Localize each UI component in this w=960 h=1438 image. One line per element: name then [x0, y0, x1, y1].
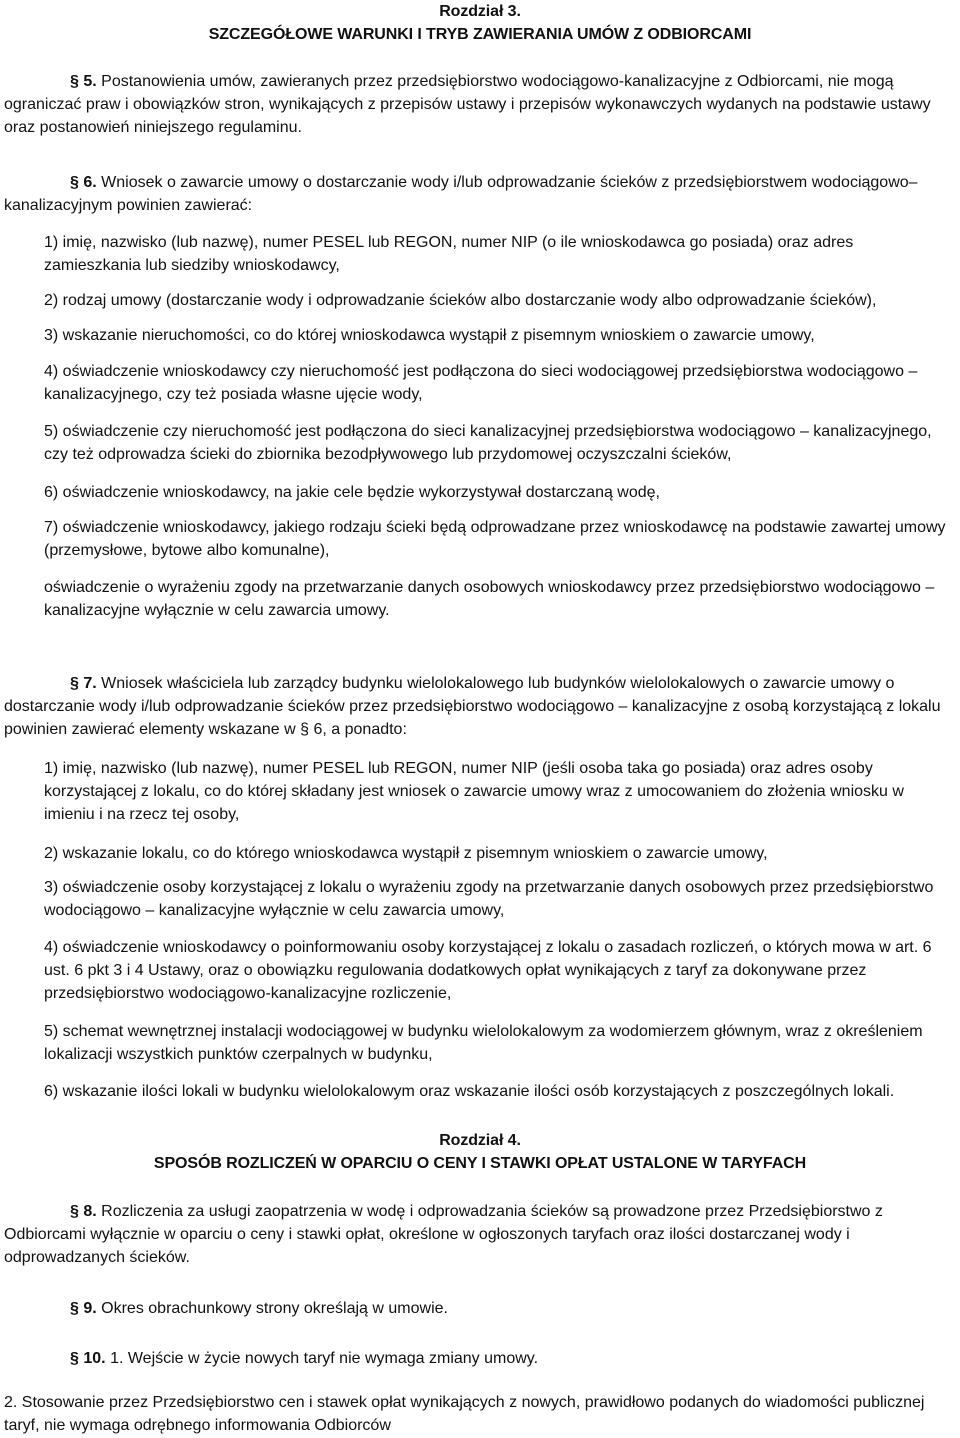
list-item: 6) oświadczenie wnioskodawcy, na jakie cele będzie wykorzystywał dostarczaną wodę,: [44, 484, 660, 501]
chapter-3-label: Rozdział 3.: [439, 3, 521, 20]
paragraph-10: [4, 1347, 956, 1370]
paragraph-8: [4, 1200, 956, 1269]
chapter-3-title: SZCZEGÓŁOWE WARUNKI I TRYB ZAWIERANIA UMÓW Z ODBIORCAMI: [208, 26, 752, 43]
paragraph-5: [4, 70, 956, 139]
list-item: 5) schemat wewnętrznej instalacji wodociągowej w budynku wielolokalowym za wodomierzem głównym, wraz z określeniem lokalizacji wszystkich punktów czerpalnych w budynku,: [44, 1023, 923, 1063]
list-item: 1) imię, nazwisko (lub nazwę), numer PESEL lub REGON, numer NIP (o ile wnioskodawca go posiada) oraz adres zamieszkania lub siedziby wnioskodawcy,: [44, 234, 854, 274]
paragraph-7-text: Wniosek właściciela lub zarządcy budynku wielolokalowego lub budynków wielolokalowych o zawarcie umowy o dostarczanie wody i/lub odprowadzanie ścieków przez przedsiębiorstwo wodociągowo – kanalizacyjne z osobą korzystającą z lokalu powinien zawierać elementy wskazane w § 6, a ponadto:: [4, 675, 941, 738]
list-item: 5) oświadczenie czy nieruchomość jest podłączona do sieci kanalizacyjnej przedsiębiorstwa wodociągowo – kanalizacyjnego, czy też odprowadza ścieki do zbiornika bezodpływowego lub przydomowej oczyszczalni ścieków,: [44, 423, 932, 463]
section-8-number: § 8.: [70, 1203, 97, 1220]
section-7-number: § 7.: [70, 675, 97, 692]
paragraph-7: [4, 672, 956, 741]
chapter-4-label: Rozdział 4.: [439, 1132, 521, 1149]
list-item: 4) oświadczenie wnioskodawcy o poinformowaniu osoby korzystającej z lokalu o zasadach rozliczeń, o których mowa w art. 6 ust. 6 pkt 3 i 4 Ustawy, oraz o obowiązku regulowania dodatkowych opłat wynikających z taryf za dokonywane przez przedsiębiorstwo wodociągowo-kanalizacyjne rozliczenie,: [44, 939, 932, 1002]
list-item: 2) rodzaj umowy (dostarczanie wody i odprowadzanie ścieków albo dostarczanie wody albo odprowadzanie ścieków),: [44, 292, 877, 309]
paragraph-6: [4, 171, 956, 217]
section-5-number: § 5.: [70, 73, 97, 90]
list-item: 2) wskazanie lokalu, co do którego wnioskodawca wystąpił z pisemnym wnioskiem o zawarcie umowy,: [44, 845, 768, 862]
section-9-number: § 9.: [70, 1300, 97, 1317]
list-item: 6) wskazanie ilości lokali w budynku wielolokalowym oraz wskazanie ilości osób korzystających z poszczególnych lokali.: [44, 1083, 895, 1100]
list-item: 3) wskazanie nieruchomości, co do której wnioskodawca wystąpił z pisemnym wnioskiem o zawarcie umowy,: [44, 327, 815, 344]
list-item: oświadczenie o wyrażeniu zgody na przetwarzanie danych osobowych wnioskodawcy przez przedsiębiorstwo wodociągowo – kanalizacyjne wyłącznie w celu zawarcia umowy.: [44, 579, 935, 619]
paragraph-6-text: Wniosek o zawarcie umowy o dostarczanie wody i/lub odprowadzanie ścieków z przedsiębiorstwem wodociągowo– kanalizacyjnym powinien zawierać:: [4, 174, 918, 214]
paragraph-8-text: Rozliczenia za usługi zaopatrzenia w wodę i odprowadzania ścieków są prowadzone przez Przedsiębiorstwo z Odbiorcami wyłącznie w oparciu o ceny i stawki opłat, określone w ogłoszonych taryfach oraz ilości dostarczanej wody i odprowadzanych ścieków.: [4, 1203, 883, 1266]
paragraph-9: [4, 1297, 956, 1320]
list-item: 7) oświadczenie wnioskodawcy, jakiego rodzaju ścieki będą odprowadzane przez wnioskodawcę na podstawie zawartej umowy (przemysłowe, bytowe albo komunalne),: [44, 519, 946, 559]
chapter-4-heading: [0, 1129, 960, 1175]
list-item: 3) oświadczenie osoby korzystającej z lokalu o wyrażeniu zgody na przetwarzanie danych osobowych przez przedsiębiorstwo wodociągowo – kanalizacyjne wyłącznie w celu zawarcia umowy,: [44, 879, 934, 919]
paragraph-10-text: 1. Wejście w życie nowych taryf nie wymaga zmiany umowy.: [110, 1350, 539, 1367]
paragraph-5-text: Postanowienia umów, zawieranych przez przedsiębiorstwo wodociągowo-kanalizacyjne z Odbiorcami, nie mogą ograniczać praw i obowiązków stron, wynikających z przepisów ustawy i przepisów wykonawczych wydanych na podstawie ustawy oraz postanowień niniejszego regulaminu.: [4, 73, 931, 136]
paragraph-10-point-2: 2. Stosowanie przez Przedsiębiorstwo cen i stawek opłat wynikających z nowych, prawidłowo podanych do wiadomości publicznej taryf, nie wymaga odrębnego informowania Odbiorców: [4, 1394, 925, 1434]
chapter-3-heading: [0, 0, 960, 46]
section-6-number: § 6.: [70, 174, 97, 191]
paragraph-9-text: Okres obrachunkowy strony określają w umowie.: [101, 1300, 448, 1317]
list-item: 1) imię, nazwisko (lub nazwę), numer PESEL lub REGON, numer NIP (jeśli osoba taka go posiada) oraz adres osoby korzystającej z lokalu, co do której składany jest wniosek o zawarcie umowy wraz z umocowaniem do złożenia wniosku w imieniu i na rzecz tej osoby,: [44, 760, 904, 823]
section-10-number: § 10.: [70, 1350, 106, 1367]
list-item: 4) oświadczenie wnioskodawcy czy nieruchomość jest podłączona do sieci wodociągowej przedsiębiorstwa wodociągowo – kanalizacyjnego, czy też posiada własne ujęcie wody,: [44, 363, 918, 403]
chapter-4-title: SPOSÓB ROZLICZEŃ W OPARCIU O CENY I STAWKI OPŁAT USTALONE W TARYFACH: [153, 1155, 807, 1172]
